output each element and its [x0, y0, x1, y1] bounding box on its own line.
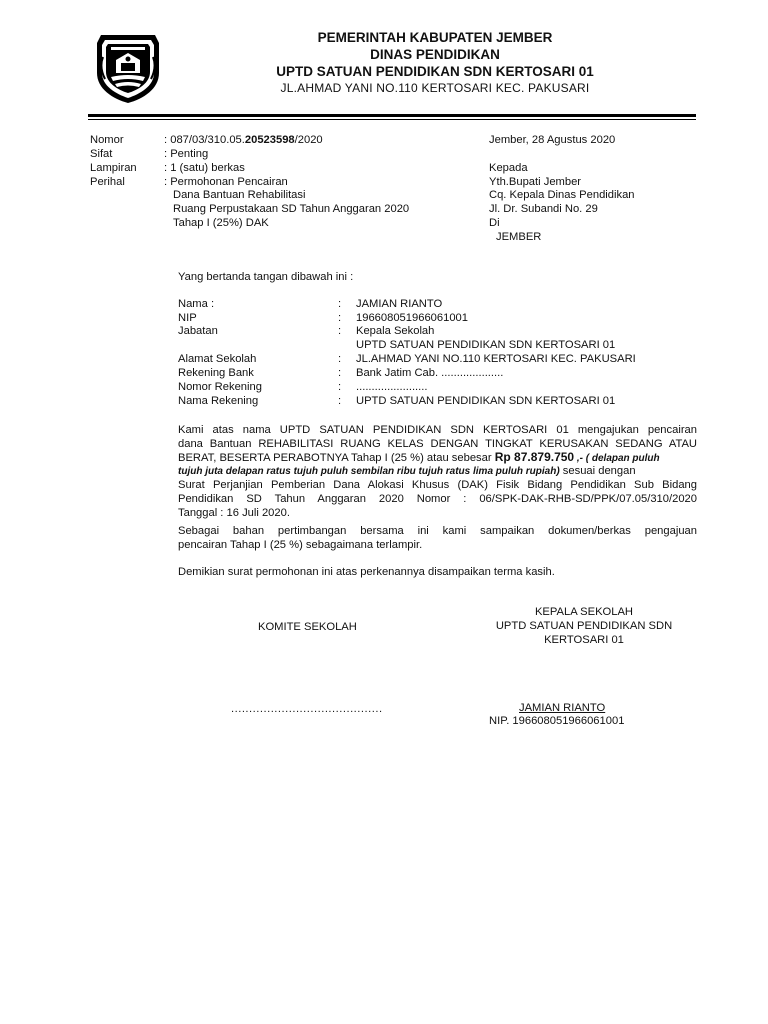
- signature-right-line-1: KEPALA SEKOLAH: [534, 606, 634, 618]
- nama-rekening-colon: :: [338, 395, 342, 407]
- nama-colon: :: [338, 298, 342, 310]
- signature-left-title: KOMITE SEKOLAH: [258, 621, 357, 633]
- perihal-label: Perihal: [90, 176, 125, 188]
- nip-label: NIP: [178, 312, 197, 324]
- body-p2-line-1: Sebagai bahan pertimbangan bersama ini kami sampaikan dokumen/berkas pengajuan: [178, 525, 697, 537]
- kop-line-2: DINAS PENDIDIKAN: [370, 47, 500, 62]
- nama-rekening-label: Nama Rekening: [178, 395, 259, 407]
- body-p1-line-5: Surat Perjanjian Pemberian Dana Alokasi Khusus (DAK) Fisik Bidang Pendidikan Sub Bidang: [178, 479, 697, 491]
- body-p2-line-2: pencairan Tahap I (25 %) sebagaimana terlampir.: [178, 539, 423, 551]
- perihal-line-1: : Permohonan Pencairan: [164, 176, 288, 188]
- nomor-rekening-colon: :: [338, 381, 342, 393]
- letterhead-rule-thick: [88, 114, 696, 117]
- alamat-label: Alamat Sekolah: [178, 353, 257, 365]
- kop-line-1: PEMERINTAH KABUPATEN JEMBER: [317, 30, 553, 45]
- body-p1-line-7: Tanggal : 16 Juli 2020.: [178, 507, 290, 519]
- recipient-line-4: Jl. Dr. Subandi No. 29: [489, 203, 598, 215]
- perihal-line-4: Tahap I (25%) DAK: [173, 217, 269, 229]
- kop-line-3: UPTD SATUAN PENDIDIKAN SDN KERTOSARI 01: [276, 64, 594, 79]
- signature-right-line-2: UPTD SATUAN PENDIDIKAN SDN: [495, 620, 673, 632]
- nomor-rekening-value: .......................: [356, 381, 428, 393]
- body-p1-line-3: BERAT, BESERTA PERABOTNYA Tahap I (25 %) atau sebesar Rp 87.879.750 ,- ( delapan puluh: [178, 450, 660, 464]
- intro-text: Yang bertanda tangan dibawah ini :: [178, 271, 354, 283]
- signature-right-line-3: KERTOSARI 01: [544, 634, 624, 646]
- nama-value: JAMIAN RIANTO: [356, 298, 443, 310]
- perihal-line-2: Dana Bantuan Rehabilitasi: [173, 189, 306, 201]
- jabatan-colon: :: [338, 325, 342, 337]
- alamat-colon: :: [338, 353, 342, 365]
- jabatan-value: Kepala Sekolah: [356, 325, 435, 337]
- perihal-line-3: Ruang Perpustakaan SD Tahun Anggaran 2020: [173, 203, 410, 215]
- nomor-label: Nomor: [90, 134, 124, 146]
- jabatan-label: Jabatan: [178, 325, 218, 337]
- nomor-value: : 087/03/310.05.20523598/2020: [164, 134, 323, 146]
- body-p1-line-2: dana Bantuan REHABILITASI RUANG KELAS DENGAN TINGKAT KERUSAKAN SEDANG ATAU: [178, 438, 697, 450]
- letter-date: Jember, 28 Agustus 2020: [489, 134, 616, 146]
- recipient-line-5: Di: [489, 217, 500, 229]
- signature-right-nip: NIP. 196608051966061001: [489, 715, 625, 727]
- rekening-value: Bank Jatim Cab. ....................: [356, 367, 504, 379]
- rekening-colon: :: [338, 367, 342, 379]
- nama-rekening-value: UPTD SATUAN PENDIDIKAN SDN KERTOSARI 01: [356, 395, 616, 407]
- signature-right-name: JAMIAN RIANTO: [519, 702, 606, 714]
- letterhead-rule-thin: [88, 119, 696, 120]
- sifat-label: Sifat: [90, 148, 113, 160]
- nip-colon: :: [338, 312, 342, 324]
- nip-value: 196608051966061001: [356, 312, 468, 324]
- body-p1-line-6: Pendidikan SD Tahun Anggaran 2020 Nomor : 06/SPK-DAK-RHB-SD/PPK/07.05/310/2020: [178, 493, 697, 505]
- body-p3: Demikian surat permohonan ini atas perkenannya disampaikan terma kasih.: [178, 566, 555, 578]
- jabatan-value-2: UPTD SATUAN PENDIDIKAN SDN KERTOSARI 01: [356, 339, 616, 351]
- body-p1-line-1: Kami atas nama UPTD SATUAN PENDIDIKAN SDN KERTOSARI 01 mengajukan pencairan: [178, 424, 697, 436]
- kop-address: JL.AHMAD YANI NO.110 KERTOSARI KEC. PAKUSARI: [280, 81, 590, 95]
- sifat-value: : Penting: [164, 148, 209, 160]
- nomor-rekening-label: Nomor Rekening: [178, 381, 262, 393]
- rekening-label: Rekening Bank: [178, 367, 254, 379]
- lampiran-label: Lampiran: [90, 162, 137, 174]
- jember-emblem-icon: [93, 33, 163, 105]
- nama-label: Nama :: [178, 298, 215, 310]
- signature-left-dots: ..........................................: [231, 703, 383, 715]
- body-p1-line-4: tujuh juta delapan ratus tujuh puluh sembilan ribu tujuh ratus lima puluh rupiah) sesuai dengan: [178, 465, 636, 477]
- lampiran-value: : 1 (satu) berkas: [164, 162, 245, 174]
- recipient-line-1: Kepada: [489, 162, 528, 174]
- recipient-line-6: JEMBER: [496, 231, 542, 243]
- alamat-value: JL.AHMAD YANI NO.110 KERTOSARI KEC. PAKUSARI: [356, 353, 636, 365]
- recipient-line-3: Cq. Kepala Dinas Pendidikan: [489, 189, 635, 201]
- recipient-line-2: Yth.Bupati Jember: [489, 176, 582, 188]
